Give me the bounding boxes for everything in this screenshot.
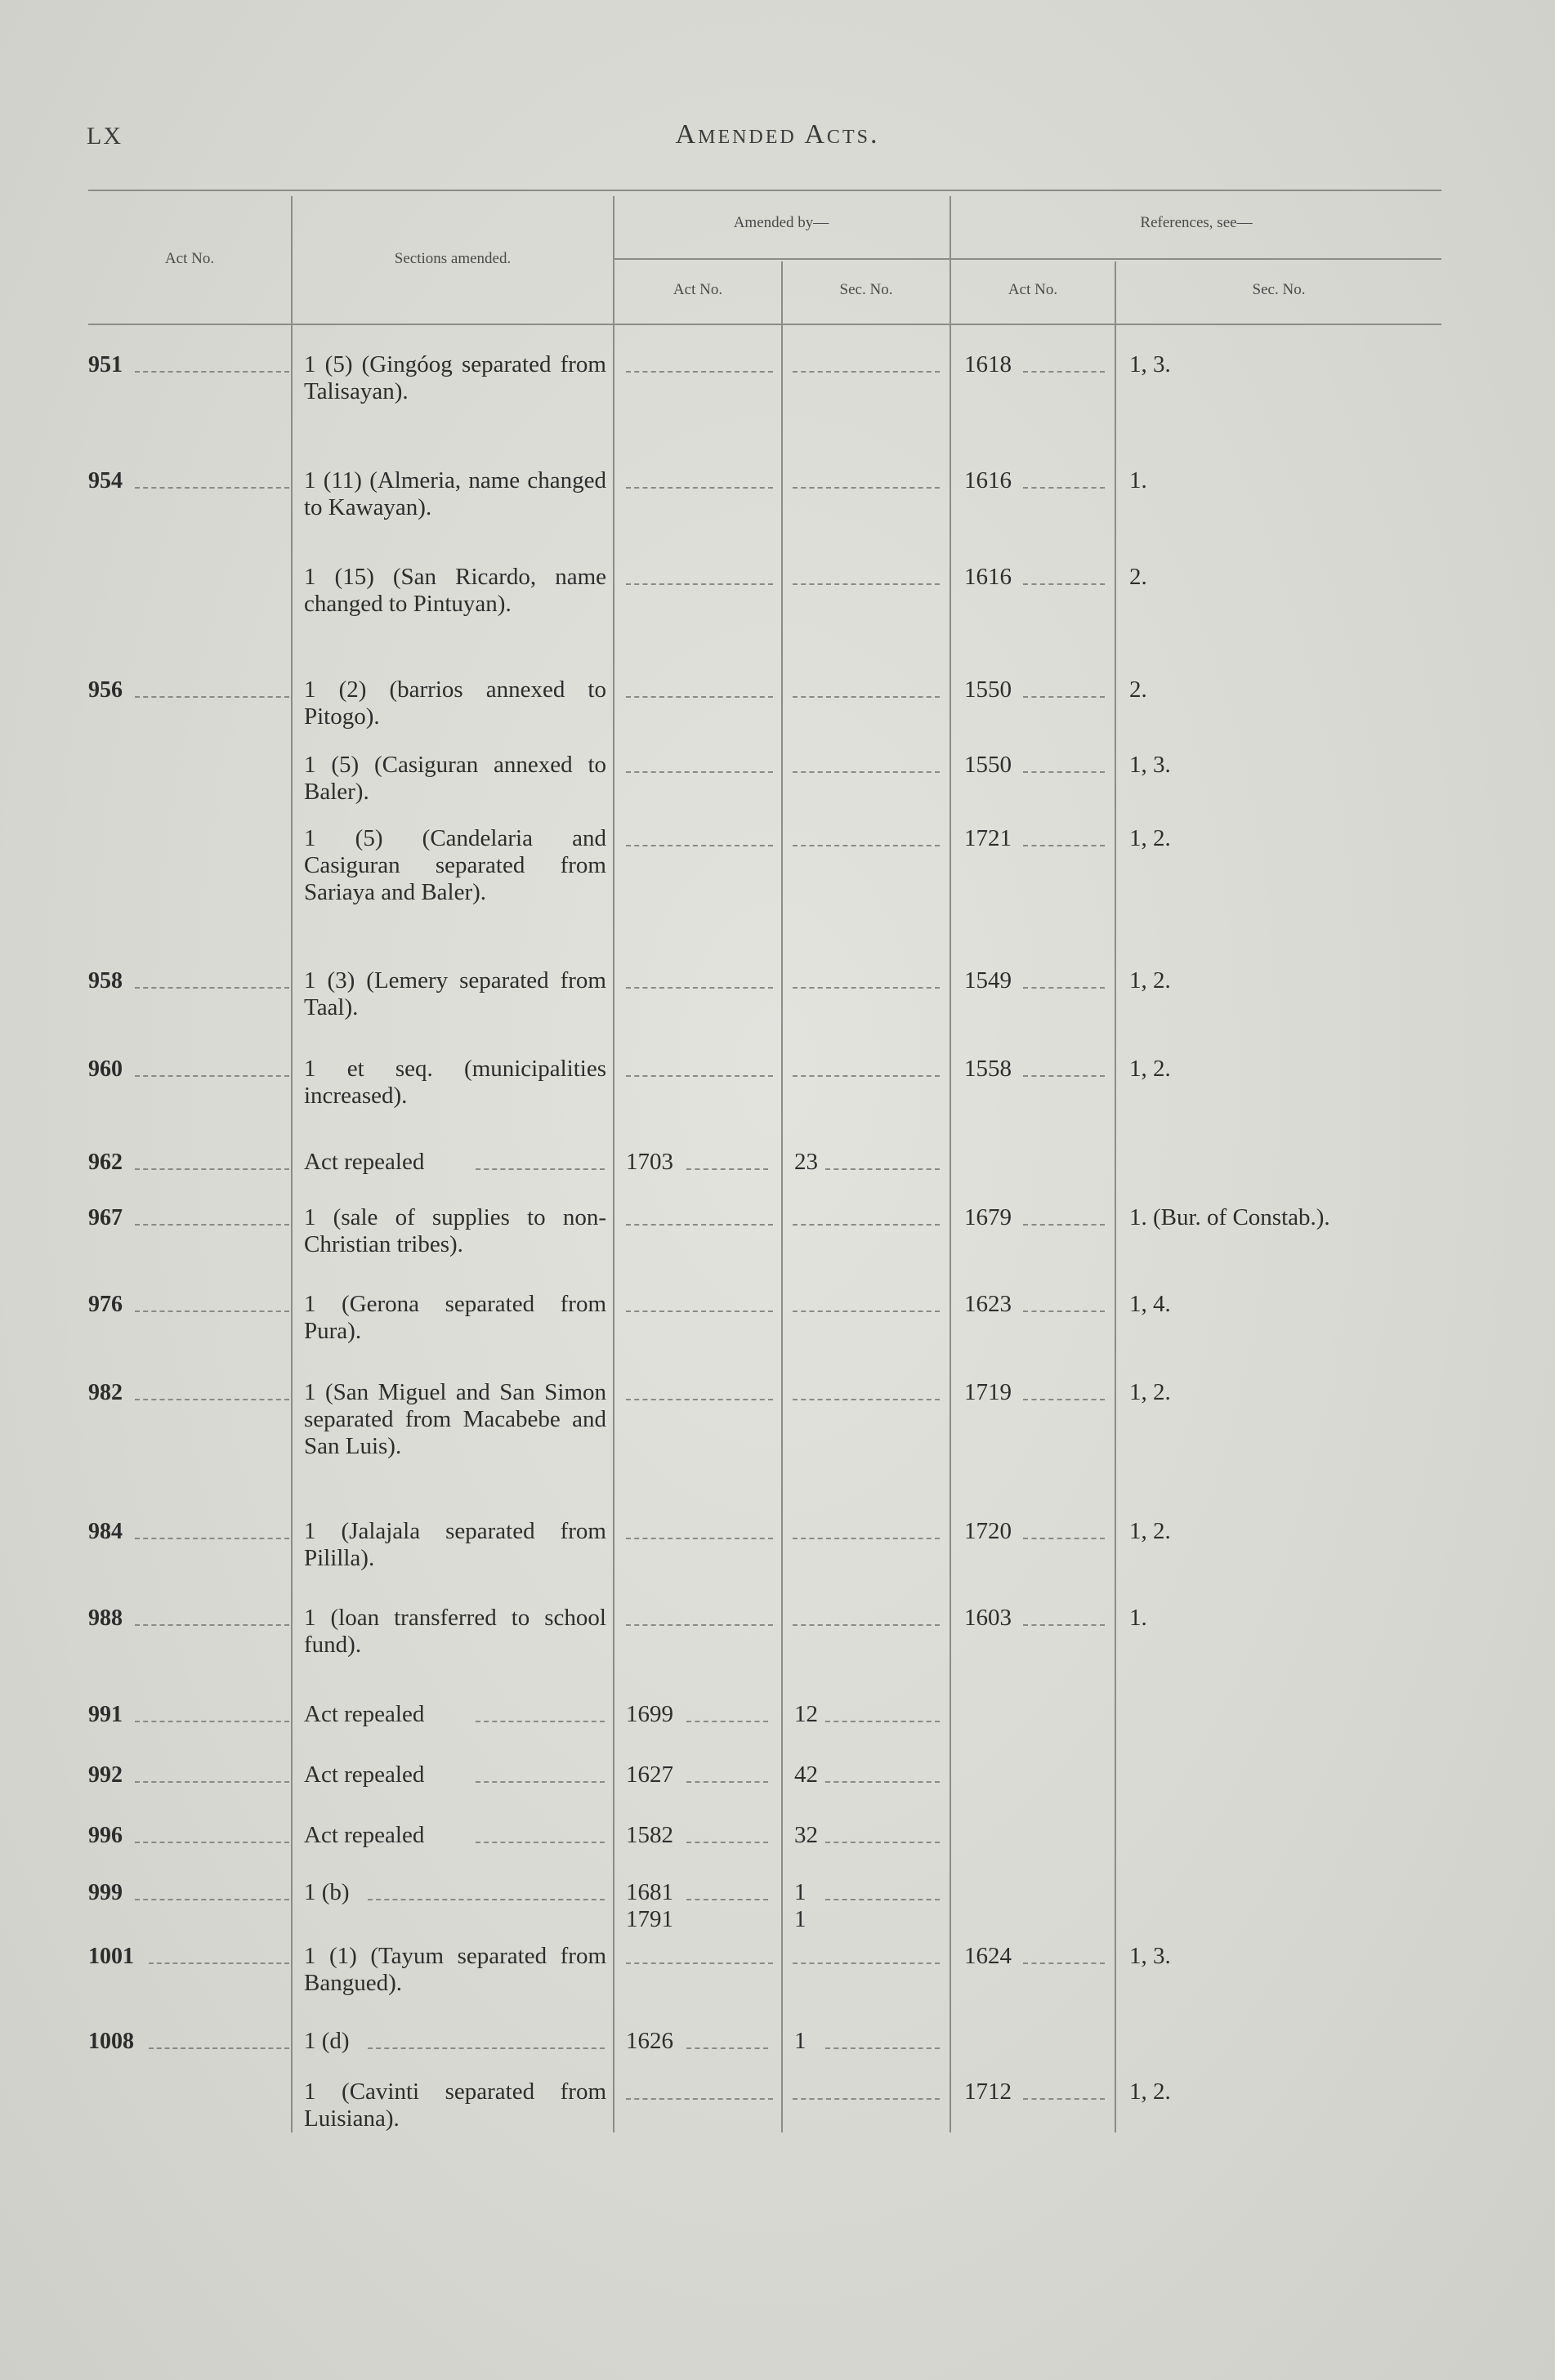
leader-dots: [1023, 1224, 1105, 1226]
leader-dots: [793, 987, 940, 989]
act-number: 982: [88, 1380, 123, 1405]
act-number: 954: [88, 468, 123, 493]
leader-dots: [1023, 696, 1105, 698]
leader-dots: [626, 487, 773, 489]
reference-section-number: 1, 2.: [1129, 1056, 1171, 1082]
leader-dots: [135, 1168, 289, 1170]
leader-dots: [825, 1781, 940, 1783]
leader-dots: [626, 696, 773, 698]
leader-dots: [825, 1899, 940, 1900]
leader-dots: [1023, 371, 1105, 373]
header-sections-amended: Sections amended.: [394, 250, 512, 267]
reference-act-number: 1550: [964, 676, 1012, 703]
leader-dots: [135, 371, 289, 373]
act-number: 1001: [88, 1944, 134, 1969]
sections-amended: 1 (5) (Casiguran annexed to Baler).: [304, 752, 606, 805]
amending-section-number: 23: [794, 1149, 818, 1175]
leader-dots: [149, 2047, 289, 2049]
leader-dots: [626, 1538, 773, 1539]
act-number: 956: [88, 677, 123, 703]
leader-dots: [1023, 1075, 1105, 1077]
leader-dots: [1023, 1538, 1105, 1539]
leader-dots: [686, 1899, 768, 1900]
leader-dots: [686, 1721, 768, 1722]
reference-section-number: 1.: [1129, 1605, 1147, 1631]
sections-amended: 1 (sale of supplies to non-Christian tribes).: [304, 1204, 606, 1257]
sections-amended: 1 (Gerona separated from Pura).: [304, 1291, 606, 1344]
leader-dots: [793, 487, 940, 489]
amending-section-number: 12: [794, 1701, 818, 1727]
leader-dots: [1023, 1399, 1105, 1400]
sections-amended: 1 (5) (Gingóog separated from Talisayan).: [304, 351, 606, 404]
reference-section-number: 1.: [1129, 467, 1147, 493]
leader-dots: [135, 1842, 289, 1843]
leader-dots: [626, 771, 773, 773]
leader-dots: [626, 1224, 773, 1226]
act-number: 951: [88, 352, 123, 377]
sections-amended: 1 (15) (San Ricardo, name changed to Pintuyan).: [304, 564, 606, 617]
leader-dots: [825, 2047, 940, 2049]
reference-section-number: 1, 2.: [1129, 1518, 1171, 1544]
leader-dots: [626, 1962, 773, 1964]
leader-dots: [135, 1721, 289, 1722]
leader-dots: [1023, 487, 1105, 489]
amending-act-number: 1627: [626, 1762, 673, 1788]
sections-amended: Act repealed: [304, 1822, 425, 1848]
act-number: 988: [88, 1605, 123, 1631]
leader-dots: [135, 487, 289, 489]
reference-section-number: 1. (Bur. of Constab.).: [1129, 1204, 1330, 1230]
act-number: 962: [88, 1150, 123, 1175]
reference-act-number: 1712: [964, 2079, 1012, 2105]
sections-amended: 1 (5) (Candelaria and Casiguran separated from Sariaya and Baler).: [304, 825, 606, 905]
leader-dots: [476, 1781, 605, 1783]
sections-amended: Act repealed: [304, 1149, 425, 1175]
amending-act-number: 1582: [626, 1822, 673, 1848]
header-amended-by: Amended by—: [733, 214, 829, 231]
reference-section-number: 1, 2.: [1129, 825, 1171, 851]
amending-section-number: 42: [794, 1762, 818, 1788]
reference-section-number: 1, 3.: [1129, 351, 1171, 377]
act-number: 958: [88, 968, 123, 994]
header-references: References, see—: [1140, 214, 1253, 231]
leader-dots: [793, 1962, 940, 1964]
reference-act-number: 1616: [964, 467, 1012, 493]
column-divider: [950, 196, 951, 2132]
leader-dots: [686, 1781, 768, 1783]
leader-dots: [1023, 845, 1105, 846]
reference-section-number: 1, 3.: [1129, 752, 1171, 778]
act-number: 976: [88, 1292, 123, 1317]
leader-dots: [793, 1224, 940, 1226]
reference-section-number: 1, 3.: [1129, 1943, 1171, 1969]
leader-dots: [626, 2098, 773, 2100]
amending-act-number: 1681 1791: [626, 1879, 673, 1932]
leader-dots: [135, 1311, 289, 1312]
leader-dots: [626, 845, 773, 846]
leader-dots: [793, 696, 940, 698]
sections-amended: Act repealed: [304, 1762, 425, 1788]
amending-act-number: 1699: [626, 1701, 673, 1727]
leader-dots: [1023, 987, 1105, 989]
leader-dots: [476, 1168, 605, 1170]
reference-section-number: 2.: [1129, 564, 1147, 590]
leader-dots: [135, 987, 289, 989]
reference-act-number: 1721: [964, 825, 1012, 851]
amending-section-number: 1: [794, 2028, 807, 2054]
leader-dots: [793, 371, 940, 373]
header-ref-sec-no: Sec. No.: [1252, 281, 1306, 298]
reference-act-number: 1679: [964, 1204, 1012, 1230]
reference-act-number: 1623: [964, 1291, 1012, 1317]
reference-act-number: 1624: [964, 1943, 1012, 1969]
reference-act-number: 1616: [964, 564, 1012, 590]
leader-dots: [825, 1842, 940, 1843]
table-top-rule: [88, 190, 1441, 191]
leader-dots: [1023, 1962, 1105, 1964]
amending-section-number: 32: [794, 1822, 818, 1848]
leader-dots: [135, 1224, 289, 1226]
sections-amended: 1 (San Miguel and San Simon separated from Macabebe and San Luis).: [304, 1379, 606, 1459]
header-ref-act-no: Act No.: [1008, 281, 1058, 298]
leader-dots: [476, 1842, 605, 1843]
leader-dots: [686, 1842, 768, 1843]
reference-section-number: 2.: [1129, 676, 1147, 703]
leader-dots: [686, 1168, 768, 1170]
sections-amended: 1 (Cavinti separated from Luisiana).: [304, 2079, 606, 2132]
leader-dots: [135, 1781, 289, 1783]
leader-dots: [1023, 1624, 1105, 1626]
reference-act-number: 1549: [964, 967, 1012, 994]
leader-dots: [476, 1721, 605, 1722]
reference-section-number: 1, 2.: [1129, 2079, 1171, 2105]
header-act-no: Act No.: [164, 250, 215, 267]
reference-section-number: 1, 2.: [1129, 967, 1171, 994]
leader-dots: [793, 583, 940, 585]
leader-dots: [686, 2047, 768, 2049]
leader-dots: [368, 1899, 605, 1900]
leader-dots: [793, 2098, 940, 2100]
leader-dots: [626, 371, 773, 373]
sections-amended: 1 (loan transferred to school fund).: [304, 1605, 606, 1658]
leader-dots: [135, 1399, 289, 1400]
act-number: 996: [88, 1823, 123, 1848]
act-number: 999: [88, 1880, 123, 1905]
leader-dots: [825, 1721, 940, 1722]
amended-by-rule: [614, 258, 1441, 260]
sections-amended: 1 (3) (Lemery separated from Taal).: [304, 967, 606, 1020]
sections-amended: 1 (1) (Tayum separated from Bangued).: [304, 1943, 606, 1996]
reference-section-number: 1, 2.: [1129, 1379, 1171, 1405]
leader-dots: [793, 1399, 940, 1400]
reference-act-number: 1720: [964, 1518, 1012, 1544]
reference-act-number: 1558: [964, 1056, 1012, 1082]
reference-act-number: 1618: [964, 351, 1012, 377]
leader-dots: [793, 845, 940, 846]
leader-dots: [135, 1075, 289, 1077]
sections-amended: 1 et seq. (municipalities increased).: [304, 1056, 606, 1109]
leader-dots: [1023, 2098, 1105, 2100]
reference-act-number: 1603: [964, 1605, 1012, 1631]
column-divider: [291, 196, 293, 2132]
leader-dots: [626, 1624, 773, 1626]
leader-dots: [626, 1399, 773, 1400]
amending-act-number: 1703: [626, 1149, 673, 1175]
header-amended-sec-no: Sec. No.: [839, 281, 893, 298]
act-number: 984: [88, 1519, 123, 1544]
amending-act-number: 1626: [626, 2028, 673, 2054]
sections-amended: 1 (Jalajala separated from Pililla).: [304, 1518, 606, 1571]
leader-dots: [1023, 583, 1105, 585]
column-divider: [781, 261, 783, 2132]
leader-dots: [626, 987, 773, 989]
header-amended-act-no: Act No.: [672, 281, 723, 298]
leader-dots: [626, 1075, 773, 1077]
act-number: 967: [88, 1205, 123, 1230]
act-number: 992: [88, 1762, 123, 1788]
act-number: 960: [88, 1056, 123, 1082]
leader-dots: [135, 1538, 289, 1539]
column-divider: [613, 196, 614, 2132]
sections-amended: Act repealed: [304, 1701, 425, 1727]
leader-dots: [793, 1075, 940, 1077]
leader-dots: [368, 2047, 605, 2049]
leader-dots: [626, 583, 773, 585]
leader-dots: [135, 696, 289, 698]
reference-act-number: 1550: [964, 752, 1012, 778]
leader-dots: [149, 1962, 289, 1964]
page-number: LX: [87, 123, 123, 150]
leader-dots: [135, 1624, 289, 1626]
leader-dots: [793, 1311, 940, 1312]
sections-amended: 1 (d): [304, 2028, 350, 2054]
sections-amended: 1 (11) (Almeria, name changed to Kawayan).: [304, 467, 606, 520]
sections-amended: 1 (2) (barrios annexed to Pitogo).: [304, 676, 606, 730]
reference-act-number: 1719: [964, 1379, 1012, 1405]
column-divider: [1115, 261, 1116, 2132]
reference-section-number: 1, 4.: [1129, 1291, 1171, 1317]
leader-dots: [1023, 1311, 1105, 1312]
leader-dots: [793, 771, 940, 773]
leader-dots: [1023, 771, 1105, 773]
leader-dots: [825, 1168, 940, 1170]
amending-section-number: 1 1: [794, 1879, 807, 1932]
sections-amended: 1 (b): [304, 1879, 350, 1905]
leader-dots: [135, 1899, 289, 1900]
page-title: Amended Acts.: [675, 119, 880, 150]
leader-dots: [793, 1538, 940, 1539]
act-number: 1008: [88, 2029, 134, 2054]
leader-dots: [626, 1311, 773, 1312]
act-number: 991: [88, 1702, 123, 1727]
leader-dots: [793, 1624, 940, 1626]
